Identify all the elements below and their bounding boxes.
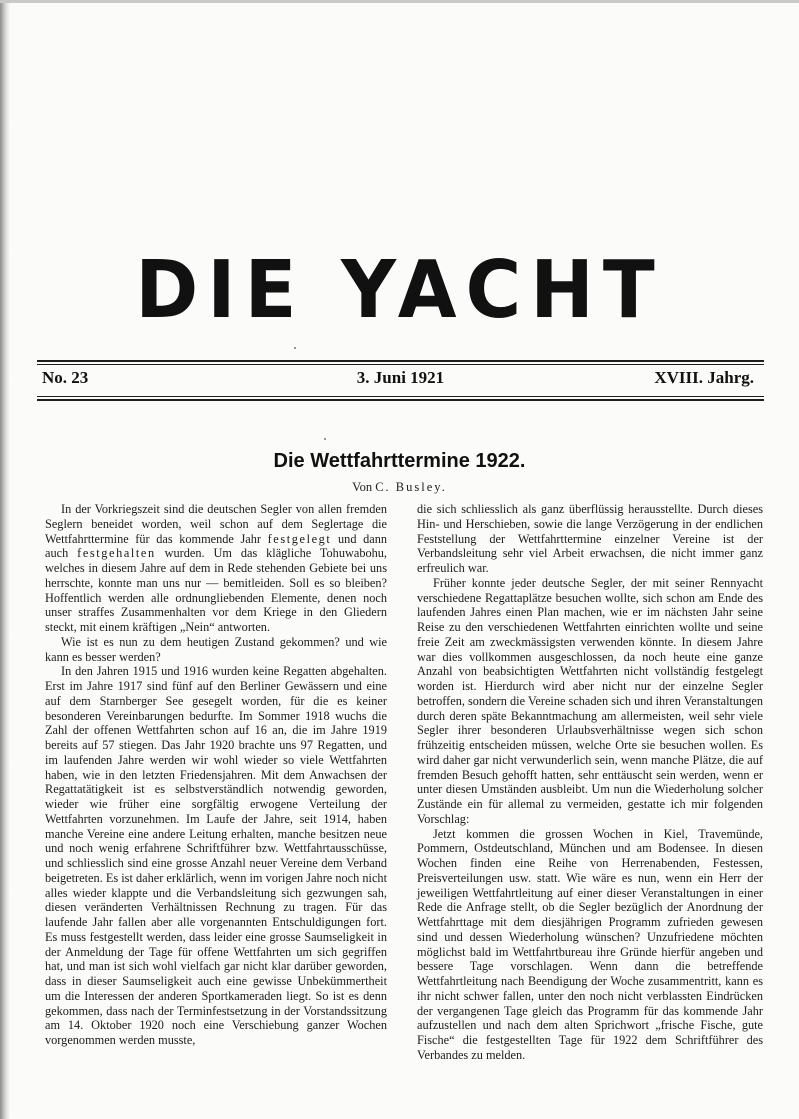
page-edge-shadow <box>0 0 10 1119</box>
page-top-edge <box>0 0 799 3</box>
article-paragraph <box>417 576 763 827</box>
article-paragraph <box>45 664 387 1048</box>
masthead-title: DIE YACHT <box>135 243 664 336</box>
issue-volume: XVIII. Jahrg. <box>654 368 754 387</box>
article-paragraph <box>417 502 763 576</box>
article-paragraph <box>45 635 387 665</box>
header-rule-top-thick <box>37 360 764 362</box>
paragraph-text: Jetzt kommen die grossen Wochen in Kiel, Travemünde, Pommern, Ostdeutschland, München und am Bodensee. In diesen Wochen finden eine Reihe von Herrenabenden, Festessen, Preisverteilungen usw. statt. Wie wäre es nun, wenn ein Herr der jeweiligen Wettfahrtleitung auf einer dieser Veranstaltungen in einer Rede die Anfrage stellt, ob die Segler bezüglich der Anordnung der Wettfahrttage mit dem diesjährigen Programm zufrieden gewesen sind und dessen Wiederholung wünschen? Unzufriedene möchten möglichst bald im Wettfahrtbureau ihre Gründe hierfür angeben und bessere Tage vorschlagen. Wenn dann die betreffende Wettfahrtleitung nach Beendigung der Woche zusammentritt, kann es ihr nicht schwer fallen, unter den noch nicht verblassten Eindrücken der vergangenen Tage gleich das Programm für das kommende Jahr aufzustellen und nach dem alten Sprichwort „frische Fische, gute Fische“ die festgestellten Tage für 1922 dem Schriftführer des Verbandes zu melden. <box>417 826 763 1062</box>
byline-prefix: Von <box>352 480 373 494</box>
paragraph-text: wurden. Um das klägliche Tohuwabohu, welches in diesem Jahre auf dem in Rede stehenden Gebiete bei uns herrschte, konnte man uns nur — bemitleiden. Soll es so bleiben? Hoffentlich werden alle ordnungliebenden Elemente, denen noch unser straffes Zusammenhalten vor dem Kriege in den Gliedern steckt, mit einem kräftigen „Nein“ antworten. <box>45 546 387 634</box>
issue-number: No. 23 <box>42 368 89 387</box>
scan-speck <box>294 347 296 349</box>
header-rule-bottom-thin <box>37 396 764 397</box>
emphasis-spaced-text: festgehalten <box>77 546 156 561</box>
scan-speck <box>324 438 326 440</box>
author-name: C. Busley. <box>375 480 447 494</box>
paragraph-text: Früher konnte jeder deutsche Segler, der mit seiner Rennyacht verschiedene Regattaplätze besuchen wollte, sich schon am Ende des laufenden Jahres einen Plan machen, wie er im nächsten Jahr seine Reise zu den verschiedenen Wettfahrten einrichten wollte und seine freie Zeit am zweckmässigsten verwenden könnte. In diesem Jahre war dies vollkommen ausgeschlossen, da noch heute eine ganze Anzahl von beabsichtigten Wettfahrten nicht vollständig festgelegt worden ist. Hierdurch wird aber nicht nur der einzelne Segler betroffen, sondern die Vereine schaden sich und ihren Veranstaltungen durch deren späte Bekanntmachung am allermeisten, weil sehr viele Segler ihrer besonderen Urlaubsverhältnisse wegen sich schon frühzeitig entscheiden müssen, welche Orte sie besuchen wollen. Es wird daher gar nicht verwunderlich sein, wenn manche Plätze, die auf fremden Besuch gehofft hatten, sehr enttäuscht sein werden, wenn er unter diesen Umständen ausbleibt. Um nun die Wiederholung solcher Zustände ein für allemal zu vermeiden, gestatte ich mir folgenden Vorschlag: <box>417 575 763 826</box>
header-rule-top-thin <box>37 364 764 365</box>
paragraph-text: In den Jahren 1915 und 1916 wurden keine Regatten abgehalten. Erst im Jahre 1917 sind fünf auf den Berliner Gewässern und eine auf dem Starnberger See gesegelt worden, für die es keiner besonderen Vereinbarungen bedurfte. Im Sommer 1918 wuchs die Zahl der offenen Wettfahrten schon auf 16 an, die im Jahre 1919 bereits auf 57 stiegen. Das Jahr 1920 brachte uns 97 Regatten, und im laufenden Jahre werden wir wohl wieder so viele Wettfahrten haben, wie in den letzten Friedensjahren. Mit dem Anwachsen der Regattatätigkeit ist es selbstverständlich notwendig geworden, wieder wie früher eine sorgfältig erwogene Verteilung der Wettfahrten vorzunehmen. Im Laufe der Jahre, seit 1914, haben manche Vereine eine andere Leitung erhalten, manche besitzen neue und noch wenig erfahrene Schriftführer bzw. Wettfahrtausschüsse, und schliesslich sind eine grosse Anzahl neuer Vereine dem Verband beigetreten. Es ist daher erklärlich, wenn im vorigen Jahre noch nicht alles wieder klappte und die Verbandsleitung sich gezwungen sah, diesen veränderten Verhältnissen Rechnung zu tragen. Für das laufende Jahr fallen aber alle vorgenannten Entschuldigungen fort. Es muss festgestellt werden, dass leider eine grosse Saumseligkeit in der Anmeldung der Tage für offene Wettfahrten um sich gegriffen hat, und man ist sich wohl vielfach gar nicht klar darüber geworden, dass in dieser Saumseligkeit auch eine gewisse Unbekümmertheit um die Interessen der anderen Sportkameraden liegt. So ist es denn gekommen, dass nach der Terminfestsetzung in der Vorstandssitzung am 14. Oktober 1920 noch eine Verschiebung ganzer Wochen vorgenommen werden musste, <box>45 664 387 1047</box>
article-byline <box>0 480 799 495</box>
article-column-right <box>417 502 763 1063</box>
paragraph-text: und dann auch <box>45 531 387 561</box>
header-rule-bottom-thick <box>37 399 764 401</box>
emphasis-spaced-text: festgelegt <box>267 531 332 546</box>
issue-date: 3. Juni 1921 <box>356 368 445 387</box>
article-paragraph <box>45 502 387 635</box>
paragraph-text: die sich schliesslich als ganz überflüssig herausstellte. Durch dieses Hin- und Herschieben, sowie die lange Verzögerung in der endlichen Feststellung der Wettfahrttermine einzelner Vereine ist der Verbandsleitung sehr viel Arbeit erwachsen, die nicht immer ganz erfreulich war. <box>417 502 763 575</box>
issue-line <box>37 368 764 392</box>
article-column-left <box>45 502 387 1048</box>
paragraph-text: Wie ist es nun zu dem heutigen Zustand gekommen? und wie kann es besser werden? <box>45 634 387 664</box>
paragraph-text: In der Vorkriegszeit sind die deutschen Segler von allen fremden Seglern beneidet worden, weil schon auf dem Seglertage die Wettfahrttermine für das kommende Jahr <box>45 502 387 546</box>
article-title: Die Wettfahrttermine 1922. <box>273 450 526 472</box>
article-paragraph <box>417 827 763 1063</box>
